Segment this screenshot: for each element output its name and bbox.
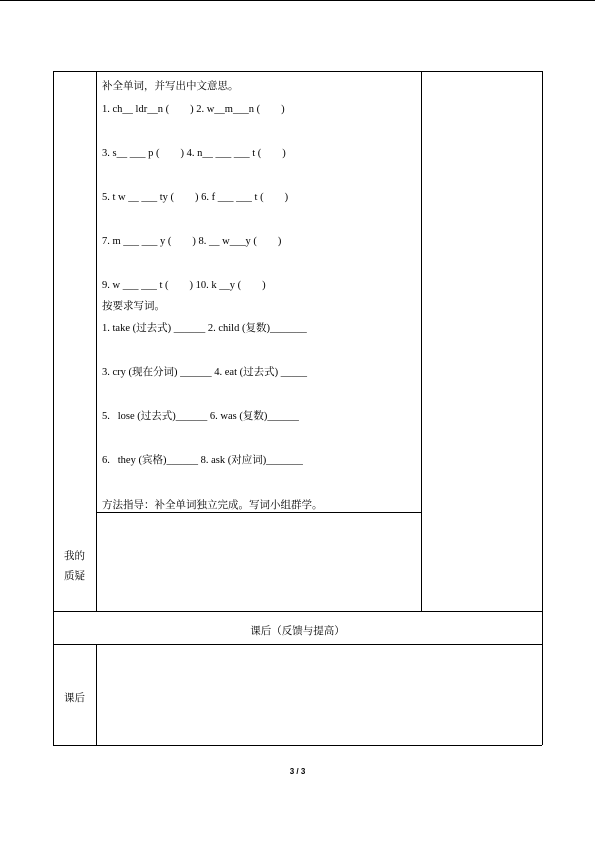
table-bottom-border	[53, 745, 542, 746]
fill-words-line-3: 5. t w __ ___ ty ( ) 6. f ___ ___ t ( )	[102, 192, 289, 203]
method-guide: 方法指导：补全单词独立完成。写词小组群学。	[102, 499, 323, 511]
row-divider-after-header	[53, 611, 542, 612]
fill-words-line-2: 3. s__ ___ p ( ) 4. n__ ___ ___ t ( )	[102, 148, 286, 159]
fill-words-line-5: 9. w ___ ___ t ( ) 10. k __y ( )	[102, 280, 266, 291]
write-words-line-4: 6. they (宾格)______ 8. ask (对应词)_______	[102, 455, 303, 466]
fill-words-instruction: 补全单词，并写出中文意思。	[102, 80, 239, 92]
table-right-border	[542, 71, 543, 745]
fill-words-line-1: 1. ch__ ldr__n ( ) 2. w__m___n ( )	[102, 104, 285, 115]
write-words-line-2: 3. cry (现在分词) ______ 4. eat (过去式) _____	[102, 367, 308, 378]
write-words-line-1: 1. take (过去式) ______ 2. child (复数)_______	[102, 323, 307, 334]
table-top-border	[53, 71, 542, 72]
write-words-instruction: 按要求写词。	[102, 300, 165, 312]
write-words-line-3: 5. lose (过去式)______ 6. was (复数)______	[102, 411, 299, 422]
column-divider-right	[421, 71, 422, 611]
page-top-rule	[0, 0, 595, 1]
after-class-header: 课后（反馈与提高）	[250, 625, 345, 637]
question-label: 我的 质疑	[64, 550, 85, 582]
page-number: 3 / 3	[289, 767, 306, 776]
column-divider-left	[96, 71, 97, 611]
column-divider-after	[96, 644, 97, 745]
after-class-label: 课后	[64, 692, 85, 704]
row-divider-after-body	[53, 644, 542, 645]
fill-words-line-4: 7. m ___ ___ y ( ) 8. __ w___y ( )	[102, 236, 282, 247]
row-divider-question	[96, 512, 421, 513]
